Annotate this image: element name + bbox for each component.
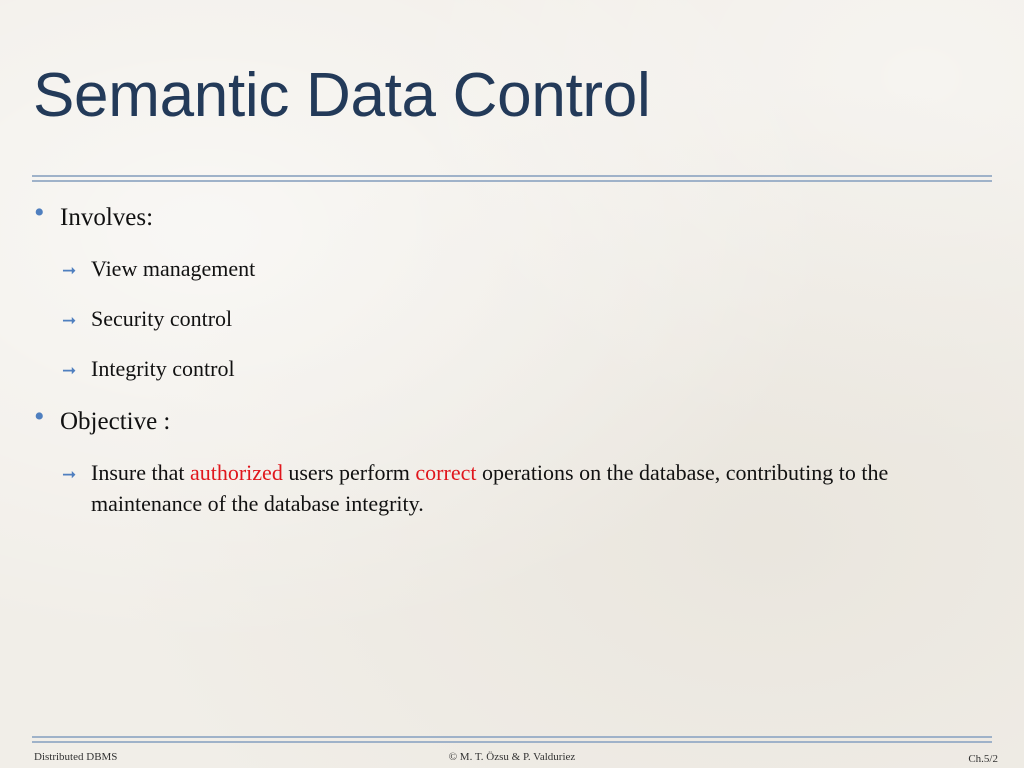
bullet-involves — [34, 196, 154, 233]
subitem-text: Security control — [91, 306, 233, 331]
title-divider-line — [32, 180, 992, 182]
subitem-integrity-control — [62, 353, 235, 387]
objective-text-part: users perform — [282, 460, 416, 485]
subitem-text: View management — [91, 256, 256, 281]
right-arrow-icon: ➞ — [62, 261, 77, 281]
footer-copyright: © M. T. Özsu & P. Valduriez — [448, 751, 576, 763]
right-arrow-icon: ➞ — [62, 311, 77, 331]
right-arrow-icon: ➞ — [62, 465, 77, 485]
bullet-dot-icon: • — [34, 400, 45, 433]
bullet-text: Objective : — [60, 408, 171, 435]
subitem-objective-detail — [62, 457, 941, 519]
highlight-authorized: authorized — [189, 460, 283, 485]
title-divider-line — [32, 175, 992, 177]
subitem-text: Integrity control — [91, 356, 235, 381]
footer-course-name: Distributed DBMS — [34, 751, 118, 763]
objective-text-part: Insure that — [91, 460, 190, 485]
subitem-view-management — [62, 253, 255, 287]
subitem-security-control — [62, 303, 232, 337]
footer-divider-line — [32, 736, 992, 738]
slide-title: Semantic Data Control — [33, 61, 651, 130]
bullet-objective — [34, 400, 171, 437]
bullet-dot-icon: • — [34, 196, 45, 229]
objective-text-part: operations on the database, contributing to the maintenance of the database integrity. — [91, 460, 889, 516]
right-arrow-icon: ➞ — [62, 361, 77, 381]
objective-detail-text — [91, 457, 941, 519]
highlight-correct: correct — [415, 460, 477, 485]
bullet-text: Involves: — [60, 204, 154, 231]
footer-page-number: Ch.5/2 — [968, 753, 998, 765]
footer-divider-line — [32, 741, 992, 743]
